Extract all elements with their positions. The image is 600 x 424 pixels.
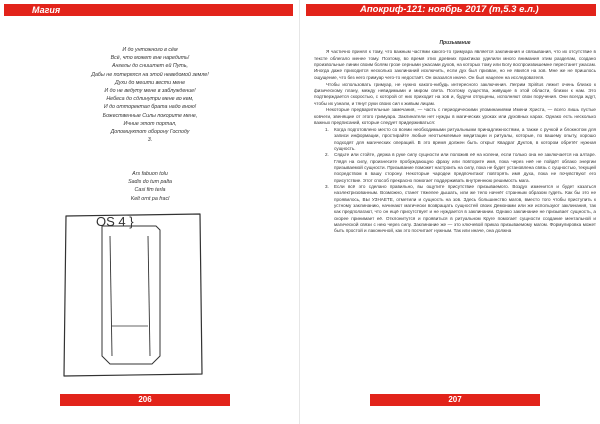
paragraph: Я частично принял к тому, что важным частями какого-то гримуара является заклинания и связывания, что их отсутствие в тексте облегало менее тому. Поэтому, во время этих древних практиках уделили много внимания этим разделам, создано произвольные линии своим болям грозе серными ужасами духов, на которых тому или Богу воспроизвишемне перестанет ужасам. Иногда даже приходится несколько заклинаний исключить, если дух был призван, но не явился на зов. Мне же не пришлось ощущение, что без него гримуар чего-то недостаёт. Он оказался иначе. Он был нацелен на исследователя. [314,49,596,80]
latin-line: Kelt ornt pa fracl [130,195,170,202]
poem-line: Ангелы до сништет ей Путь, [111,63,189,70]
list-number: 2. [325,152,329,158]
list-item [325,184,596,235]
poem-line: Допомиуктот оборону Господу [110,129,190,136]
right-page-header: Апокриф-121: ноябрь 2017 (m,5.3 e.л.) [306,4,596,16]
list-text: Когда подготовлено место со всеми необходимыми ритуальными принадлежностями, а также с ручкой и блокнотом для записи информации, простирайте любые неотъемлемые медитации и ритуалы, которые, по вашему опыту, хорошо подходят для магических операций. В это время должен быть открыт Квадрат Дуктов, в котором обретёт нужная сущность. [334,126,596,151]
poem [0,46,300,144]
list-number: 3. [325,184,329,190]
left-page-number: 206 [60,394,230,406]
poem-line: И до унтожного в сём [122,47,178,53]
poem-line: Всё, что может вне наредить! [110,55,190,62]
instruction-list [325,126,596,235]
article-body [314,40,596,235]
list-item [325,126,596,152]
list-number: 1. [325,126,329,132]
poem-line: Дабы не потерялся на этой неведомой земле! [91,71,209,78]
poem-line: И до отторектал брата надо вною! [103,104,197,111]
left-page-header: Магия [4,4,293,16]
latin-line: Ars fabuon tolu [132,171,168,177]
poem-line: Небеса до сдлинутри мене во кем, [106,96,194,103]
latin-incantation [0,170,300,203]
section-title: Призывание [439,40,471,46]
list-item [325,152,596,184]
right-page-number: 207 [370,394,540,406]
poem-line: Божественные Силы покорите мене, [102,112,198,119]
sigil-figure [58,206,208,378]
poem-line: Ичние этот портал, [123,120,177,127]
list-text: Сядьте или стойте, держа в руке силу сущности или положив её на колени, если только она не заключается на алтаре. Глядя на силу, произнесите пробуждающую фразу или повторите имя, пока через неё не пойдёт облако энергии призываемой сущности. Призывание поможет настроить на силу, пока не будет установлена связь с сущностью, текущей посредством в вашу сторону. Некоторые чародеи предпочитают повторять имя духа, пока не почувствуют его присутствие. Этот способ прекрасно помогает поддерживать внутреннюю решимость мага. [334,152,596,183]
sigil-drawing [58,206,208,378]
latin-line: Sadis do tum palta [128,179,172,186]
paragraph: Некоторые предварительные замечания, — часть с периодическими упоминаниями Имени Христа, — всего лишь пустые ковчеги, звенящие от этого гримуара. Заклинатели нет нужды в магических уроках или духовных карах. Однако есть несколько важных предписаний, которые следует придерживаться: [314,107,596,126]
poem-number: 3. [147,137,153,144]
sigil-label: OS 4 } [96,214,134,229]
right-page [300,0,600,424]
latin-line: Casi fim terla [134,187,166,194]
paragraph: Чтобы использовать гримуар, не нужно какого-нибудь интересного заключения. Легрим Spiritus лежит очень близко к физическому плану, между невидимыми и миром света. Поэтому существа, живущие в этой области, близки к нам. Это подтверждается скоростью, с которой от них приходит на зов и, будучи отпущены, исполняют свои поручения. Они всегда ждут, чтобы их узнали, и тянут руки своих сил к живым лицам. [314,81,596,106]
list-text: Если всё это сделано правильно, вы ощутите присутствие призываемого. Воздух изменится и будет казаться наэлектризованным. Возможно, станет тяжелее дышать, или же тело начнёт странным образом гудеть. Как бы это не проявилось, ВЫ УЗНАЕТЕ, отметили и сущность на зов. Здесь большинство магов, вместо того чтобы приступить к устному заклинанию, начинают магически возвращать сущностей своих Демонами или же используют заклинания, так как предполагают, что он ещё присутствует и не нуждается в заклинании. Однако заклинание не призывает сущность, а скорее принимает её. Отклонитутся и проявиться в ритуальном Круге помогает сущности создание ментальной и магической связи с нею через силу. Заклинание же — это ключевой приказ призываемому магом. Формулировка может быть простой и лаконичной, как это посчитает нужным. Так или иначе, она должна [334,184,596,234]
poem-line: Духи до мешти вести мене [114,79,186,86]
poem-line: И до не ведуту мене в заблуждение! [104,88,196,95]
